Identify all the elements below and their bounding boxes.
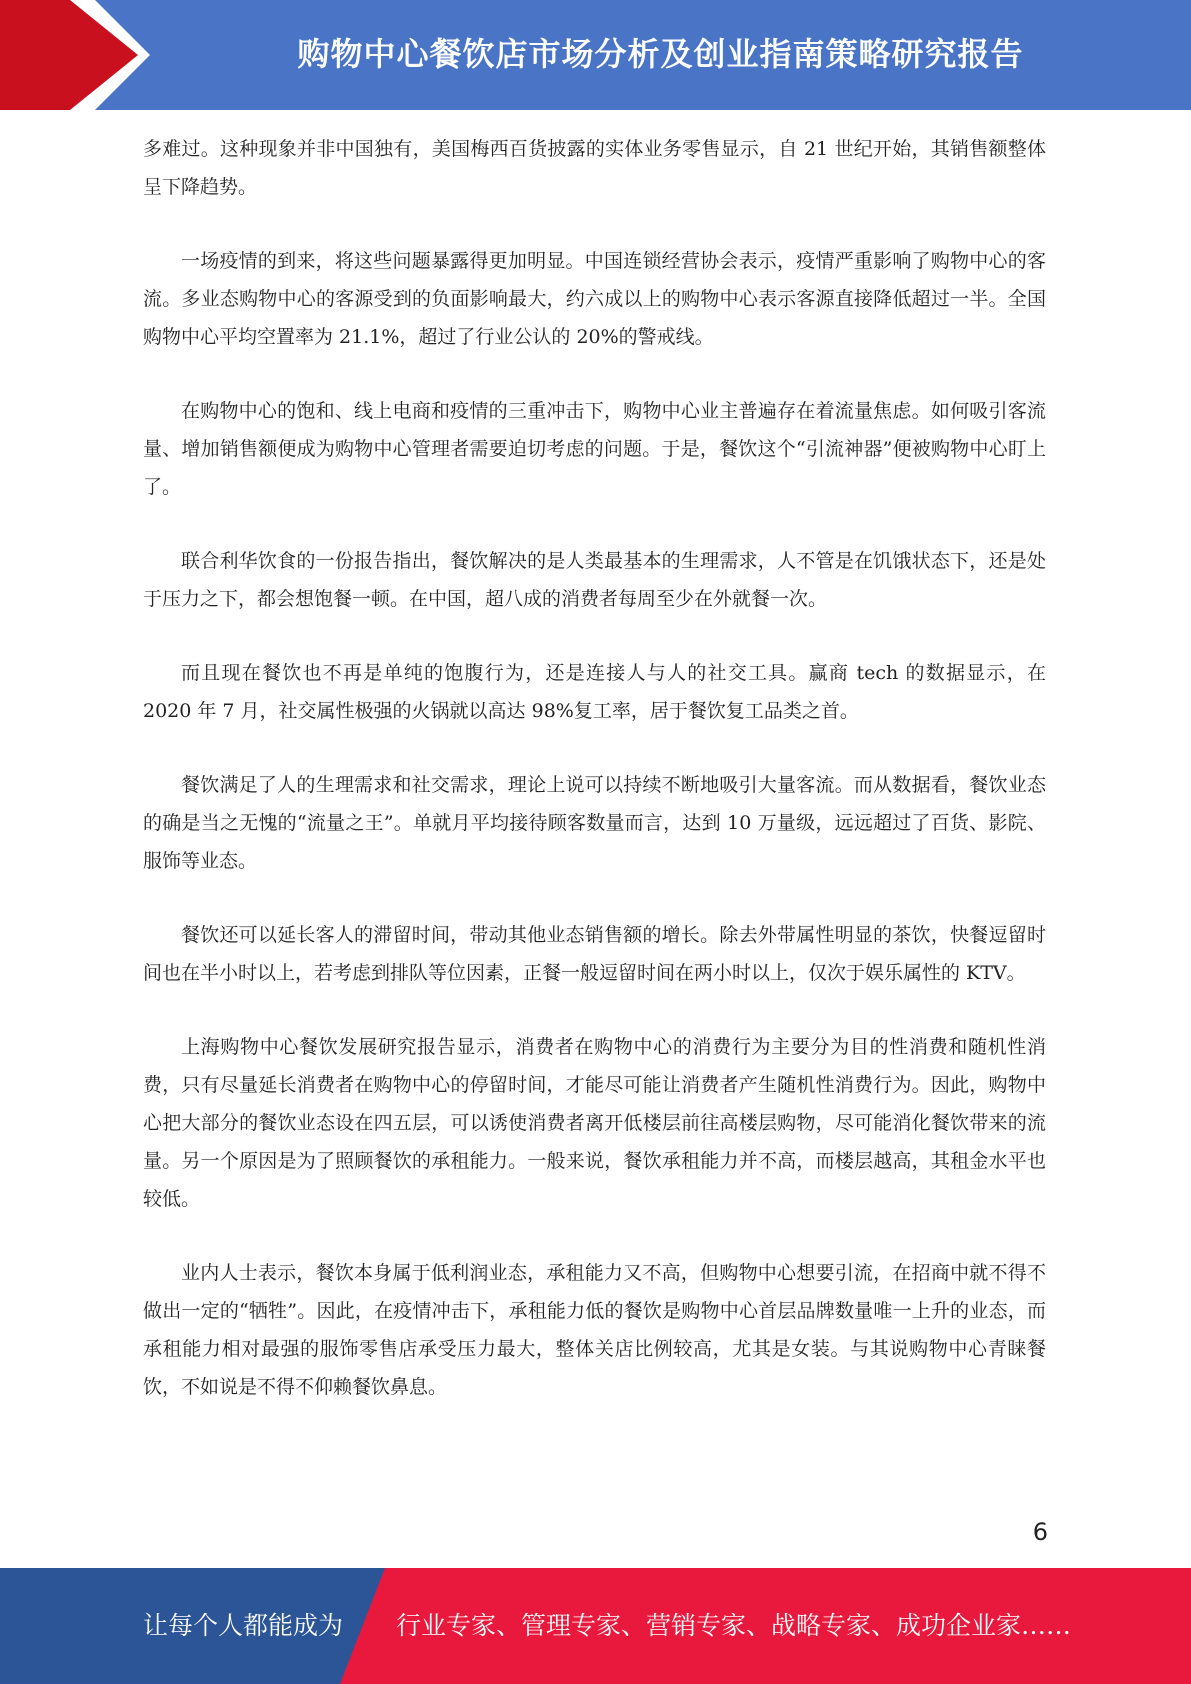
header-arrow-icon	[0, 0, 138, 110]
paragraph: 餐饮还可以延长客人的滞留时间，带动其他业态销售额的增长。除去外带属性明显的茶饮，快餐逗留时间也在半小时以上，若考虑到排队等位因素，正餐一般逗留时间在两小时以上，仅次于娱乐属性的 KTV。	[143, 924, 1046, 984]
paragraph: 多难过。这种现象并非中国独有，美国梅西百货披露的实体业务零售显示，自 21 世纪开始，其销售额整体呈下降趋势。	[143, 138, 1046, 198]
footer-slogan-right: 行业专家、管理专家、营销专家、战略专家、成功企业家……	[396, 1611, 1072, 1640]
page-footer	[0, 1568, 1191, 1684]
paragraph: 而且现在餐饮也不再是单纯的饱腹行为，还是连接人与人的社交工具。赢商 tech 的数据显示，在 2020 年 7 月，社交属性极强的火锅就以高达 98%复工率，居于餐饮复工品类之首。	[143, 662, 1046, 722]
article-body	[143, 130, 1046, 1442]
paragraph: 在购物中心的饱和、线上电商和疫情的三重冲击下，购物中心业主普遍存在着流量焦虑。如何吸引客流量、增加销售额便成为购物中心管理者需要迫切考虑的问题。于是，餐饮这个“引流神器”便被购物中心盯上了。	[143, 400, 1046, 498]
report-title: 购物中心餐饮店市场分析及创业指南策略研究报告	[297, 35, 1024, 73]
paragraph: 业内人士表示，餐饮本身属于低利润业态，承租能力又不高，但购物中心想要引流，在招商中就不得不做出一定的“牺牲”。因此，在疫情冲击下，承租能力低的餐饮是购物中心首层品牌数量唯一上升的业态，而承租能力相对最强的服饰零售店承受压力最大，整体关店比例较高，尤其是女装。与其说购物中心青睐餐饮，不如说是不得不仰赖餐饮鼻息。	[143, 1262, 1046, 1398]
paragraph: 联合利华饮食的一份报告指出，餐饮解决的是人类最基本的生理需求，人不管是在饥饿状态下，还是处于压力之下，都会想饱餐一顿。在中国，超八成的消费者每周至少在外就餐一次。	[143, 550, 1046, 610]
paragraph: 一场疫情的到来，将这些问题暴露得更加明显。中国连锁经营协会表示，疫情严重影响了购物中心的客流。多业态购物中心的客源受到的负面影响最大，约六成以上的购物中心表示客源直接降低超过一半。全国购物中心平均空置率为 21.1%，超过了行业公认的 20%的警戒线。	[143, 250, 1046, 348]
paragraph: 餐饮满足了人的生理需求和社交需求，理论上说可以持续不断地吸引大量客流。而从数据看，餐饮业态的确是当之无愧的“流量之王”。单就月平均接待顾客数量而言，达到 10 万量级，远远超过了百货、影院、服饰等业态。	[143, 774, 1046, 872]
footer-slogan-left: 让每个人都能成为	[143, 1611, 344, 1640]
page-header	[0, 0, 1191, 110]
paragraph: 上海购物中心餐饮发展研究报告显示，消费者在购物中心的消费行为主要分为目的性消费和随机性消费，只有尽量延长消费者在购物中心的停留时间，才能尽可能让消费者产生随机性消费行为。因此，购物中心把大部分的餐饮业态设在四五层，可以诱使消费者离开低楼层前往高楼层购物，尽可能消化餐饮带来的流量。另一个原因是为了照顾餐饮的承租能力。一般来说，餐饮承租能力并不高，而楼层越高，其租金水平也较低。	[143, 1036, 1046, 1210]
page-number: 6	[1032, 1518, 1048, 1546]
